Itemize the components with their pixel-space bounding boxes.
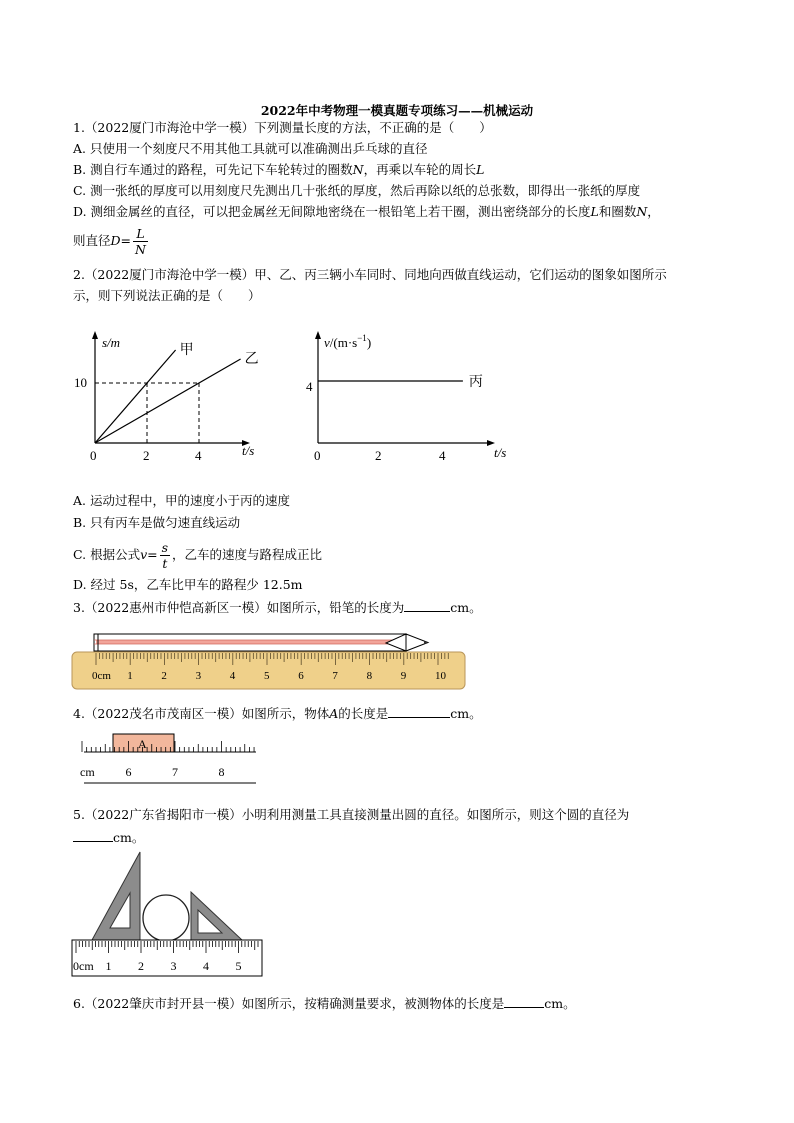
vt-series-label-0: 丙 (468, 375, 483, 390)
q5-ruler-label-2: 2 (138, 959, 144, 973)
q5-ruler-label-1: 1 (105, 959, 112, 973)
q3-ruler-label-2: 2 (161, 670, 167, 682)
q6-stem: 6.（2022肇庆市封开县一模）如图所示，按精确测量要求，被测物体的长度是 cm。 (73, 996, 576, 1011)
q2-graphs (60, 325, 560, 470)
vt-xtick-2: 2 (375, 448, 382, 463)
q3-pencil-ruler (70, 622, 470, 694)
q1-option-d-formula: 则直径D= $\frac{L}{N}$ (73, 226, 146, 257)
q5-ruler-label-5: 5 (235, 959, 242, 973)
vt-xtick-4: 4 (439, 448, 446, 463)
q5-triangles-ruler (70, 848, 270, 978)
st-series-line-1 (95, 359, 241, 443)
vt-graph (306, 331, 506, 463)
vt-ylabel: $v/(m\cdot s^{-1})$ (324, 333, 372, 350)
pencil (94, 634, 428, 651)
q3-ruler-label-6: 6 (298, 670, 304, 682)
q3-ruler-label-4: 4 (229, 670, 236, 682)
q3-answer-blank[interactable] (404, 599, 450, 612)
q4-ruler-label-3: 8 (218, 765, 225, 779)
q2-option-c: C. 根据公式v= $\frac{s}{t}$ ，乙车的速度与路程成正比 (73, 540, 323, 571)
st-graph (74, 331, 259, 463)
q4-ruler-unit: cm (80, 765, 95, 779)
q2-stem-line1: 2.（2022厦门市海沧中学一模）甲、乙、丙三辆小车同时、同地向西做直线运动，它们运动的图象如图所示 (73, 267, 667, 282)
q4-answer-blank[interactable] (388, 705, 450, 718)
diameter-fraction: $\frac{L}{N}$ (135, 226, 146, 257)
q4-ruler-label-2: 7 (172, 765, 178, 779)
q5-ruler-label-0: 0cm (73, 959, 94, 973)
st-y-arrow (92, 331, 98, 339)
page-title: 2022年中考物理一模真题专项练习——机械运动 (260, 103, 534, 118)
st-xtick-2: 2 (143, 448, 150, 463)
vt-y-arrow (315, 331, 321, 339)
q3-ruler-label-10: 10 (435, 670, 446, 682)
st-series-label-1: 乙 (244, 352, 259, 367)
q3-ruler-label-7: 7 (332, 670, 338, 682)
vt-xlabel: t/s (494, 445, 507, 460)
q5-stem-line2: cm。 (73, 829, 144, 846)
vt-ytick-4: 4 (306, 379, 313, 394)
q2-option-d: D. 经过 5s，乙车比甲车的路程少 12.5m (73, 577, 303, 592)
q5-stem-line1: 5.（2022广东省揭阳市一模）小明利用测量工具直接测量出圆的直径。如图所示，则这个圆的直径为 (73, 807, 630, 822)
q5-ruler-label-4: 4 (203, 959, 209, 973)
q3-ruler-label-8: 8 (366, 670, 373, 682)
block-a-label: A (138, 737, 147, 751)
vt-ylabel-close: ) (366, 335, 372, 350)
q5-answer-blank[interactable] (73, 829, 113, 842)
q2-stem-line2: 示，则下列说法正确的是（ ） (73, 288, 261, 303)
st-xtick-0: 0 (90, 448, 97, 463)
q3-ruler-label-0: 0cm (92, 670, 111, 682)
q2-option-b: B. 只有丙车是做匀速直线运动 (73, 515, 241, 530)
q3-ruler-label-1: 1 (127, 670, 133, 682)
q2-option-a: A. 运动过程中，甲的速度小于丙的速度 (73, 493, 290, 508)
q3-stem: 3.（2022惠州市仲恺高新区一模）如图所示，铅笔的长度为 cm。 (73, 600, 482, 615)
st-ytick-10: 10 (74, 375, 87, 390)
q1-option-b: B. 测自行车通过的路程，可先记下车轮转过的圈数N，再乘以车轮的周长L (73, 162, 485, 177)
q3-ruler-label-9: 9 (400, 670, 407, 682)
q4-stem: 4.（2022茂名市茂南区一模）如图所示，物体A的长度是 cm。 (73, 706, 482, 721)
q3-ruler-label-5: 5 (264, 670, 270, 682)
q4-block-ruler (76, 728, 266, 788)
vt-xtick-0: 0 (314, 448, 321, 463)
velocity-fraction: $\frac{s}{t}$ (161, 540, 169, 571)
st-series-line-0 (95, 350, 176, 443)
q1-option-d: D. 测细金属丝的直径，可以把金属丝无间隙地密绕在一根铅笔上若干圈，测出密绕部分的长度L和圈数N， (73, 204, 660, 219)
measured-circle (143, 895, 189, 941)
vt-ylabel-sup: −1 (357, 333, 367, 343)
q5-ruler-label-3: 3 (170, 959, 177, 973)
q1-stem: 1.（2022厦门市海沧中学一模）下列测量长度的方法，不正确的是（ ） (73, 120, 492, 135)
vt-ylabel-text: /(m·s (329, 335, 358, 350)
st-series-label-0: 甲 (179, 343, 194, 358)
st-xlabel: t/s (242, 443, 255, 458)
q4-ruler-label-1: 6 (125, 765, 132, 779)
q1-option-c: C. 测一张纸的厚度可以用刻度尺先测出几十张纸的厚度，然后再除以纸的总张数，即得出一张纸的厚度 (73, 183, 641, 198)
q1-option-a: A. 只使用一个刻度尺不用其他工具就可以准确测出乒乓球的直径 (73, 141, 428, 156)
q6-answer-blank[interactable] (504, 995, 544, 1008)
st-xtick-4: 4 (195, 448, 202, 463)
q3-ruler-label-3: 3 (195, 670, 202, 682)
st-ylabel: s/m (102, 335, 121, 350)
